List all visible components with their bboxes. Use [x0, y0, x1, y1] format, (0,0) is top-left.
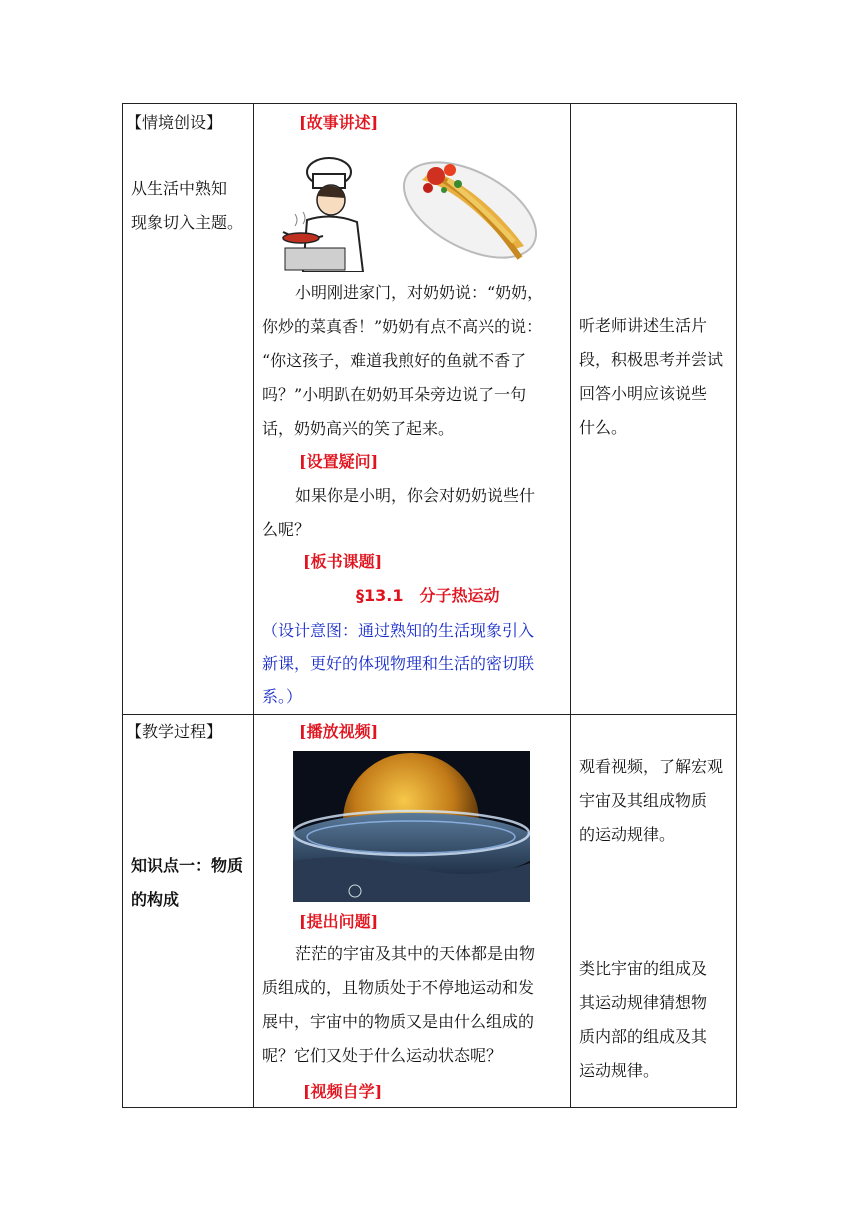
question-line: 如果你是小明，你会对奶奶说些什: [295, 486, 536, 505]
question-label: [设置疑问]: [299, 452, 379, 471]
student-activity-3: [579, 952, 707, 1088]
activity-line: 回答小明应该说些: [579, 384, 708, 403]
activity-line: 的运动规律。: [579, 825, 676, 844]
story-line: 话，奶奶高兴的笑了起来。: [262, 419, 455, 438]
design-line: （设计意图：通过熟知的生活现象引入: [262, 621, 535, 640]
video-label: [播放视频]: [299, 722, 379, 741]
story-label: [故事讲述]: [299, 113, 379, 132]
knowledge-point: [131, 849, 243, 917]
knowledge-line: 知识点一：物质: [131, 856, 244, 875]
activity-line: 观看视频，了解宏观: [579, 757, 724, 776]
fish-dish-illustration: [392, 150, 546, 270]
activity-line: 宇宙及其组成物质: [579, 791, 708, 810]
ask-line: 质组成的，且物质处于不停地运动和发: [262, 978, 535, 997]
process-heading: 【教学过程】: [126, 722, 223, 741]
ask-line: 茫茫的宇宙及其中的天体都是由物: [295, 944, 536, 963]
design-intent: [262, 614, 534, 713]
knowledge-line: 的构成: [131, 890, 180, 909]
activity-line: 听老师讲述生活片: [579, 316, 708, 335]
ask-label: [提出问题]: [299, 912, 379, 931]
story-line: 小明刚进家门，对奶奶说：“奶奶，: [295, 283, 544, 302]
story-text: [262, 276, 568, 446]
activity-line: 质内部的组成及其: [579, 1027, 708, 1046]
story-line: 你炒的菜真香！”奶奶有点不高兴的说：: [262, 317, 543, 336]
row-divider: [123, 714, 736, 715]
activity-line: 类比宇宙的组成及: [579, 959, 708, 978]
situation-heading: 【情境创设】: [126, 113, 223, 132]
universe-image: [293, 751, 530, 902]
story-line: “你这孩子，难道我煎好的鱼就不香了: [262, 351, 527, 370]
student-activity-2: [579, 750, 723, 852]
activity-line: 什么。: [579, 418, 628, 437]
ask-text: [262, 937, 568, 1073]
student-activity-1: [579, 309, 723, 445]
chef-illustration: [277, 150, 381, 272]
design-line: 系。）: [262, 687, 303, 706]
question-line: 么呢？: [262, 520, 311, 539]
column-divider-2: [570, 104, 571, 1107]
activity-line: 运动规律。: [579, 1061, 660, 1080]
self-study-label: [视频自学]: [303, 1082, 383, 1101]
activity-line: 其运动规律猜想物: [579, 993, 708, 1012]
situation-desc: [131, 172, 243, 240]
situation-desc-line: 从生活中熟知: [131, 179, 228, 198]
situation-desc-line: 现象切入主题。: [131, 213, 244, 232]
activity-line: 段，积极思考并尝试: [579, 350, 724, 369]
board-label: [板书课题]: [303, 552, 383, 571]
ask-line: 呢？它们又处于什么运动状态呢？: [262, 1046, 503, 1065]
design-line: 新课，更好的体现物理和生活的密切联: [262, 654, 535, 673]
story-line: 吗？”小明趴在奶奶耳朵旁边说了一句: [262, 385, 527, 404]
question-text: [262, 479, 568, 547]
lesson-topic: §13.1 分子热运动: [356, 586, 500, 605]
column-divider-1: [253, 104, 254, 1107]
ask-line: 展中，宇宙中的物质又是由什么组成的: [262, 1012, 535, 1031]
